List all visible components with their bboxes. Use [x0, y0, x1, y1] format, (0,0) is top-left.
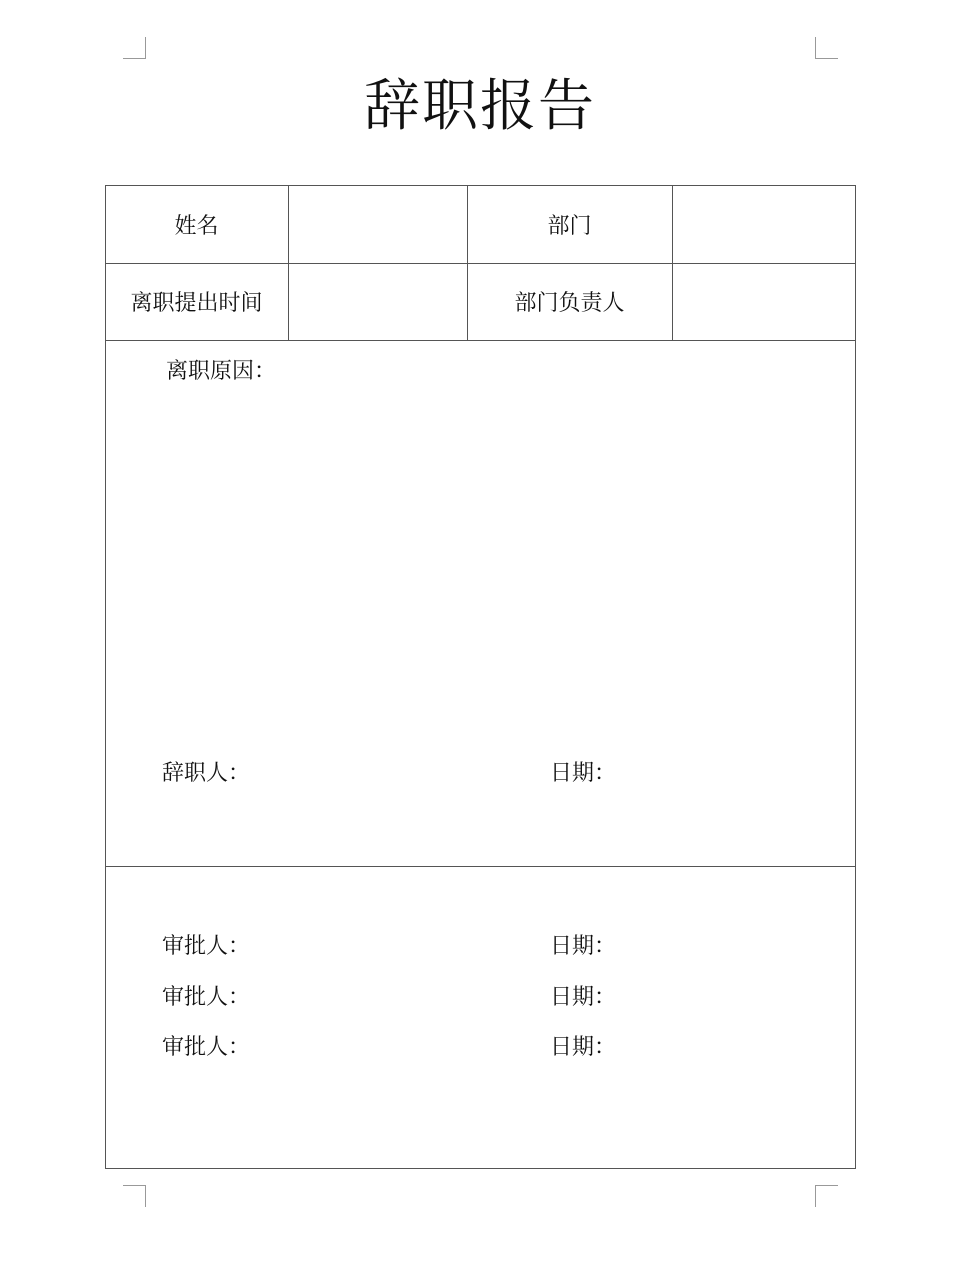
- crop-mark-top-left: [123, 58, 146, 59]
- crop-mark-bottom-right: [815, 1185, 816, 1207]
- table-border: [105, 866, 856, 867]
- resigner-label: 辞职人：: [162, 761, 251, 786]
- resign-date-label: 日期：: [550, 761, 617, 786]
- department-head-label: 部门负责人: [514, 291, 625, 316]
- approval-date-label: 日期：: [550, 985, 617, 1010]
- crop-mark-top-left: [145, 37, 146, 59]
- department-field[interactable]: [673, 186, 855, 263]
- department-head-field[interactable]: [673, 264, 855, 340]
- table-border: [105, 340, 856, 341]
- approver-label: 审批人：: [162, 934, 251, 959]
- crop-mark-bottom-left: [123, 1185, 146, 1186]
- approver-label: 审批人：: [162, 985, 251, 1010]
- resign-time-field[interactable]: [289, 264, 467, 340]
- approval-date-label: 日期：: [550, 934, 617, 959]
- crop-mark-top-right: [815, 37, 816, 59]
- approver-label: 审批人：: [162, 1035, 251, 1060]
- reason-label: 离职原因：: [166, 359, 277, 384]
- table-border: [855, 185, 856, 1169]
- table-border: [105, 1168, 856, 1169]
- department-label: 部门: [547, 213, 592, 239]
- page-title: 辞职报告: [364, 74, 596, 139]
- name-label: 姓名: [174, 213, 219, 239]
- approval-date-label: 日期：: [550, 1035, 617, 1060]
- crop-mark-bottom-right: [815, 1185, 838, 1186]
- crop-mark-bottom-left: [145, 1185, 146, 1207]
- crop-mark-top-right: [815, 58, 838, 59]
- resign-time-label: 离职提出时间: [130, 291, 263, 316]
- name-field[interactable]: [289, 186, 467, 263]
